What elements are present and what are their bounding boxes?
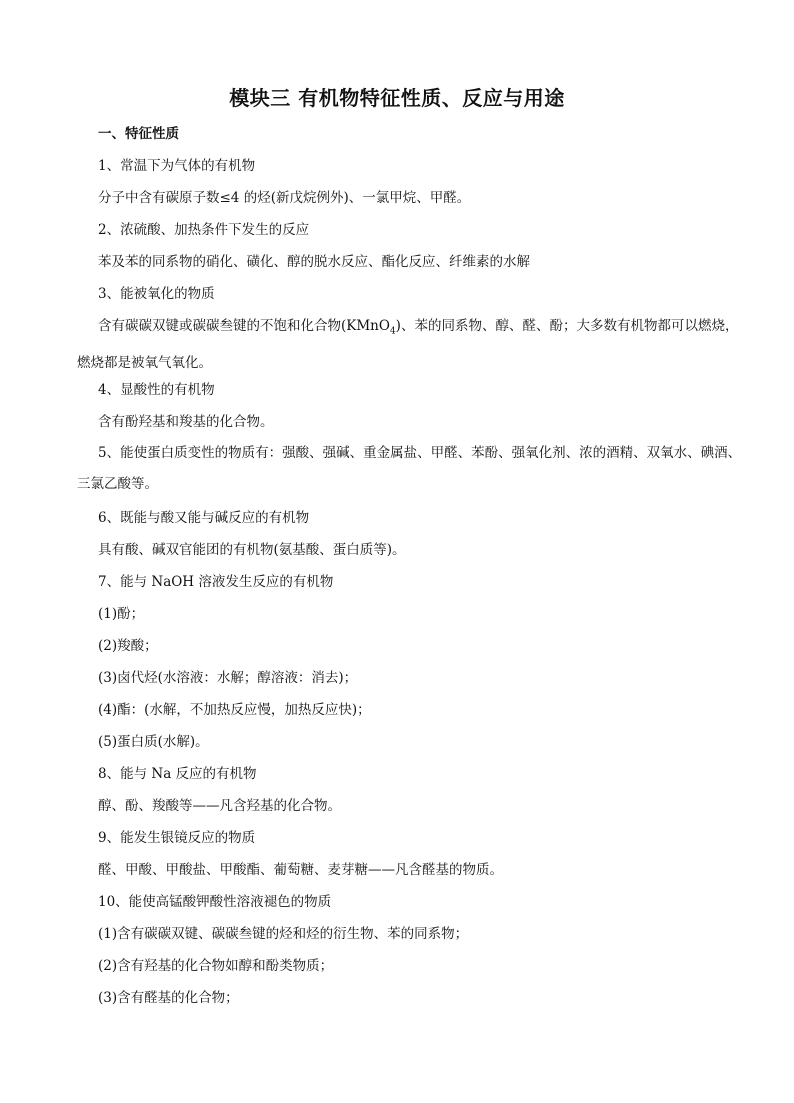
item-body-3	[77, 311, 742, 379]
item-heading-8: 8、能与 Na 反应的有机物	[98, 766, 257, 782]
item-body-3-part1: 含有碳碳双键或碳碳叁键的不饱和化合物(KMnO	[98, 318, 390, 334]
item-7-sub-5: (5)蛋白质(水解)。	[98, 734, 209, 750]
item-body-6: 具有酸、碱双官能团的有机物(氨基酸、蛋白质等)。	[98, 542, 406, 558]
item-body-3-part2: )、苯的同系物、醇、醛、酚；大多数有机物都可以燃烧，燃烧都是被氧气氧化。	[77, 318, 739, 371]
item-body-1: 分子中含有碳原子数≤4 的烃(新戊烷例外)、一氯甲烷、甲醛。	[98, 190, 471, 206]
item-body-2: 苯及苯的同系物的硝化、磺化、醇的脱水反应、酯化反应、纤维素的水解	[98, 254, 530, 270]
item-heading-10: 10、能使高锰酸钾酸性溶液褪色的物质	[98, 894, 332, 910]
item-10-sub-2: (2)含有羟基的化合物如醇和酚类物质；	[98, 958, 334, 974]
item-10-sub-1: (1)含有碳碳双键、碳碳叁键的烃和烃的衍生物、苯的同系物；	[98, 926, 469, 942]
item-heading-6: 6、既能与酸又能与碱反应的有机物	[98, 510, 310, 526]
item-body-5: 5、能使蛋白质变性的物质有：强酸、强碱、重金属盐、甲醛、苯酚、强氧化剂、浓的酒精、双氧水、碘酒、三氯乙酸等。	[77, 445, 742, 492]
item-heading-7: 7、能与 NaOH 溶液发生反应的有机物	[98, 574, 334, 590]
item-heading-4: 4、显酸性的有机物	[98, 382, 215, 398]
item-7-sub-4: (4)酯：(水解，不加热反应慢，加热反应快)；	[98, 702, 371, 718]
item-body-3-subscript: 4	[389, 326, 396, 337]
item-body-9: 醛、甲酸、甲酸盐、甲酸酯、葡萄糖、麦芽糖——凡含醛基的物质。	[98, 862, 503, 878]
item-10-sub-3: (3)含有醛基的化合物；	[98, 990, 239, 1006]
item-7-sub-3: (3)卤代烃(水溶液：水解；醇溶液：消去)；	[98, 670, 358, 686]
section-heading-characteristics: 一、特征性质	[98, 126, 179, 142]
item-heading-3: 3、能被氧化的物质	[98, 286, 215, 302]
item-body-4: 含有酚羟基和羧基的化合物。	[98, 414, 274, 430]
item-heading-9: 9、能发生银镜反应的物质	[98, 830, 256, 846]
item-heading-1: 1、常温下为气体的有机物	[98, 158, 256, 174]
page-title: 模块三 有机物特征性质、反应与用途	[229, 86, 565, 110]
item-7-sub-1: (1)酚；	[98, 606, 145, 622]
item-7-sub-2: (2)羧酸；	[98, 638, 158, 654]
item-heading-2: 2、浓硫酸、加热条件下发生的反应	[98, 222, 310, 238]
item-body-8: 醇、酚、羧酸等——凡含羟基的化合物。	[98, 798, 341, 814]
